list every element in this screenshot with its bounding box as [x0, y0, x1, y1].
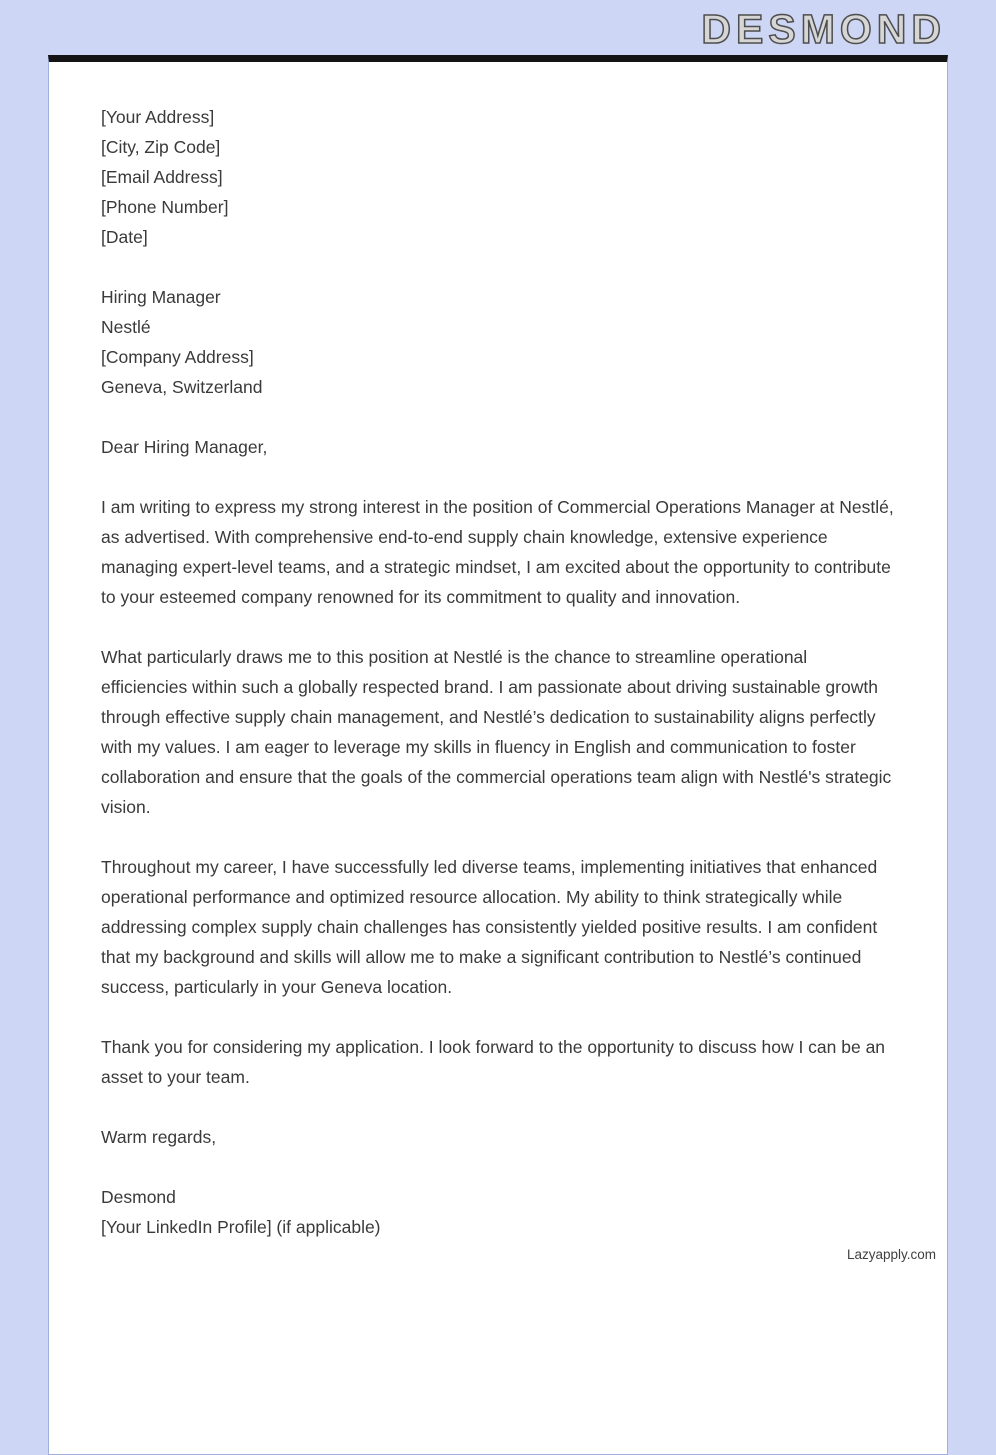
- lazyapply-watermark: Lazyapply.com: [846, 1247, 936, 1262]
- sender-email-line: [Email Address]: [101, 167, 223, 187]
- salutation: [101, 432, 895, 462]
- recipient-address-line: [Company Address]: [101, 347, 254, 367]
- recipient-company-line: Nestlé: [101, 317, 151, 337]
- sender-date-line: [Date]: [101, 227, 148, 247]
- sender-phone-line: [Phone Number]: [101, 197, 229, 217]
- recipient-block: [101, 282, 895, 402]
- sender-city-line: [City, Zip Code]: [101, 137, 221, 157]
- closing-text: Warm regards,: [101, 1127, 217, 1147]
- paragraph-2: [101, 642, 895, 822]
- paragraph-3: [101, 852, 895, 1002]
- signature-name: Desmond: [101, 1187, 176, 1207]
- closing: [101, 1122, 895, 1152]
- paragraph-text: Throughout my career, I have successfully led diverse teams, implementing initiatives that enhanced operational performance and optimized resource allocation. My ability to think strategically while addressing complex supply chain challenges has consistently yielded positive results. I am confident that my background and skills will allow me to make a significant contribution to Nestlé’s continued success, particularly in your Geneva location.: [101, 857, 878, 997]
- paragraph-text: What particularly draws me to this position at Nestlé is the chance to streamline operational efficiencies within such a globally respected brand. I am passionate about driving sustainable growth through effective supply chain management, and Nestlé’s dedication to sustainability aligns perfectly with my values. I am eager to leverage my skills in fluency in English and communication to foster collaboration and ensure that the goals of the commercial operations team align with Nestlé's strategic vision.: [101, 647, 892, 817]
- salutation-text: Dear Hiring Manager,: [101, 437, 268, 457]
- sender-address-line: [Your Address]: [101, 107, 215, 127]
- letter-body: [101, 102, 895, 1242]
- recipient-name-line: Hiring Manager: [101, 287, 221, 307]
- paragraph-4: [101, 1032, 895, 1092]
- sender-block: [101, 102, 895, 252]
- page-header: [0, 0, 996, 55]
- paragraph-1: [101, 492, 895, 612]
- letter-page: [48, 55, 948, 1455]
- signature-linkedin: [Your LinkedIn Profile] (if applicable): [101, 1217, 381, 1237]
- paragraph-text: Thank you for considering my application. I look forward to the opportunity to discuss how I can be an asset to your team.: [101, 1037, 886, 1087]
- paragraph-text: I am writing to express my strong interest in the position of Commercial Operations Manager at Nestlé, as advertised. With comprehensive end-to-end supply chain knowledge, extensive experience managing expert-level teams, and a strategic mindset, I am excited about the opportunity to contribute to your esteemed company renowned for its commitment to quality and innovation.: [101, 497, 894, 607]
- recipient-city-line: Geneva, Switzerland: [101, 377, 263, 397]
- signature-block: [101, 1182, 895, 1242]
- brand-title: DESMOND: [701, 6, 946, 52]
